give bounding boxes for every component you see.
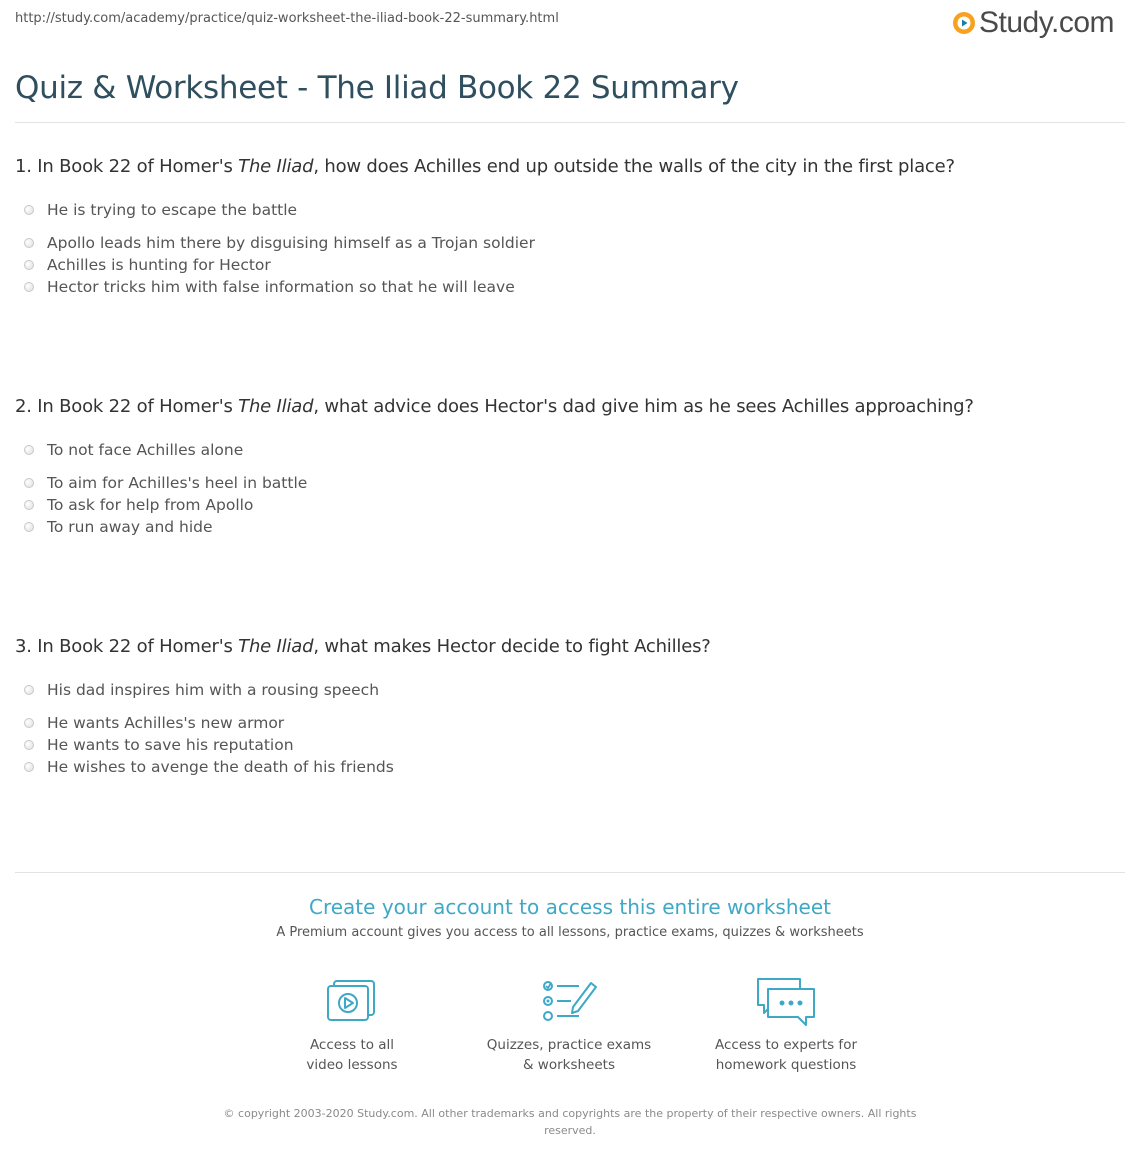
page-url: http://study.com/academy/practice/quiz-worksheet-the-iliad-book-22-summary.html (15, 11, 559, 26)
radio-button[interactable] (24, 740, 34, 750)
page-title: Quiz & Worksheet - The Iliad Book 22 Summary (15, 70, 739, 106)
question-work-title: The Iliad (238, 396, 314, 417)
answer-label: He wants to save his reputation (47, 736, 294, 754)
question-work-title: The Iliad (238, 156, 314, 177)
cta-title-link[interactable]: Create your account to access this entire worksheet (309, 895, 831, 919)
question-2 (15, 395, 1125, 549)
radio-button[interactable] (24, 478, 34, 488)
quiz-checklist-icon (539, 975, 599, 1029)
radio-button[interactable] (24, 238, 34, 248)
feature-label-line: homework questions (715, 1057, 857, 1073)
answer-label: To ask for help from Apollo (47, 496, 254, 514)
radio-button[interactable] (24, 762, 34, 772)
radio-button[interactable] (24, 685, 34, 695)
feature-label-line: Access to all (309, 1037, 395, 1053)
logo-text: Study.com (979, 6, 1114, 39)
divider (15, 122, 1125, 123)
answer-list (15, 199, 1125, 309)
feature-label-line: Quizzes, practice exams (486, 1037, 652, 1053)
question-text (15, 395, 1125, 419)
radio-button[interactable] (24, 445, 34, 455)
answer-label: He is trying to escape the battle (47, 201, 298, 219)
study-play-icon (952, 11, 976, 35)
answer-option[interactable] (15, 199, 1125, 221)
answer-label: He wants Achilles's new armor (47, 714, 285, 732)
radio-button[interactable] (24, 522, 34, 532)
chat-bubble-icon (754, 975, 818, 1029)
answer-list (15, 679, 1125, 789)
feature-video-lessons (252, 975, 452, 1075)
answer-label: To not face Achilles alone (47, 441, 244, 459)
answer-label: Achilles is hunting for Hector (47, 256, 271, 274)
question-prefix: 1. In Book 22 of Homer's (15, 156, 239, 177)
feature-experts (686, 975, 886, 1075)
answer-label: Hector tricks him with false information so that he will leave (47, 278, 515, 296)
answer-label: He wishes to avenge the death of his friends (47, 758, 394, 776)
answer-label: To aim for Achilles's heel in battle (47, 474, 308, 492)
question-3 (15, 635, 1125, 789)
video-lessons-icon (322, 975, 382, 1029)
cta-subtitle: A Premium account gives you access to all lessons, practice exams, quizzes & worksheets (276, 925, 864, 940)
radio-button[interactable] (24, 205, 34, 215)
question-suffix: , how does Achilles end up outside the walls of the city in the first place? (313, 156, 955, 177)
divider (15, 872, 1125, 873)
question-text (15, 155, 1125, 179)
answer-list (15, 439, 1125, 549)
answer-option[interactable] (15, 679, 1125, 701)
feature-label (469, 1035, 669, 1075)
answer-label: To run away and hide (47, 518, 213, 536)
question-suffix: , what advice does Hector's dad give him as he sees Achilles approaching? (313, 396, 974, 417)
feature-label-line: & worksheets (522, 1057, 615, 1073)
feature-quizzes (469, 975, 669, 1075)
study-logo[interactable] (952, 6, 1114, 40)
question-prefix: 3. In Book 22 of Homer's (15, 636, 239, 657)
feature-label-line: video lessons (306, 1057, 398, 1073)
feature-label (686, 1035, 886, 1075)
feature-label (252, 1035, 452, 1075)
radio-button[interactable] (24, 718, 34, 728)
question-1 (15, 155, 1125, 309)
copyright-notice: © copyright 2003-2020 Study.com. All other trademarks and copyrights are the property of their respective owners. All rights reserved. (223, 1107, 917, 1137)
answer-label: His dad inspires him with a rousing speech (47, 681, 380, 699)
question-prefix: 2. In Book 22 of Homer's (15, 396, 239, 417)
radio-button[interactable] (24, 260, 34, 270)
answer-option[interactable] (15, 439, 1125, 461)
question-suffix: , what makes Hector decide to fight Achilles? (313, 636, 711, 657)
feature-label-line: Access to experts for (714, 1037, 857, 1053)
question-work-title: The Iliad (238, 636, 314, 657)
radio-button[interactable] (24, 500, 34, 510)
radio-button[interactable] (24, 282, 34, 292)
signup-cta (0, 895, 1140, 940)
answer-label: Apollo leads him there by disguising himself as a Trojan soldier (47, 234, 535, 252)
question-text (15, 635, 1125, 659)
